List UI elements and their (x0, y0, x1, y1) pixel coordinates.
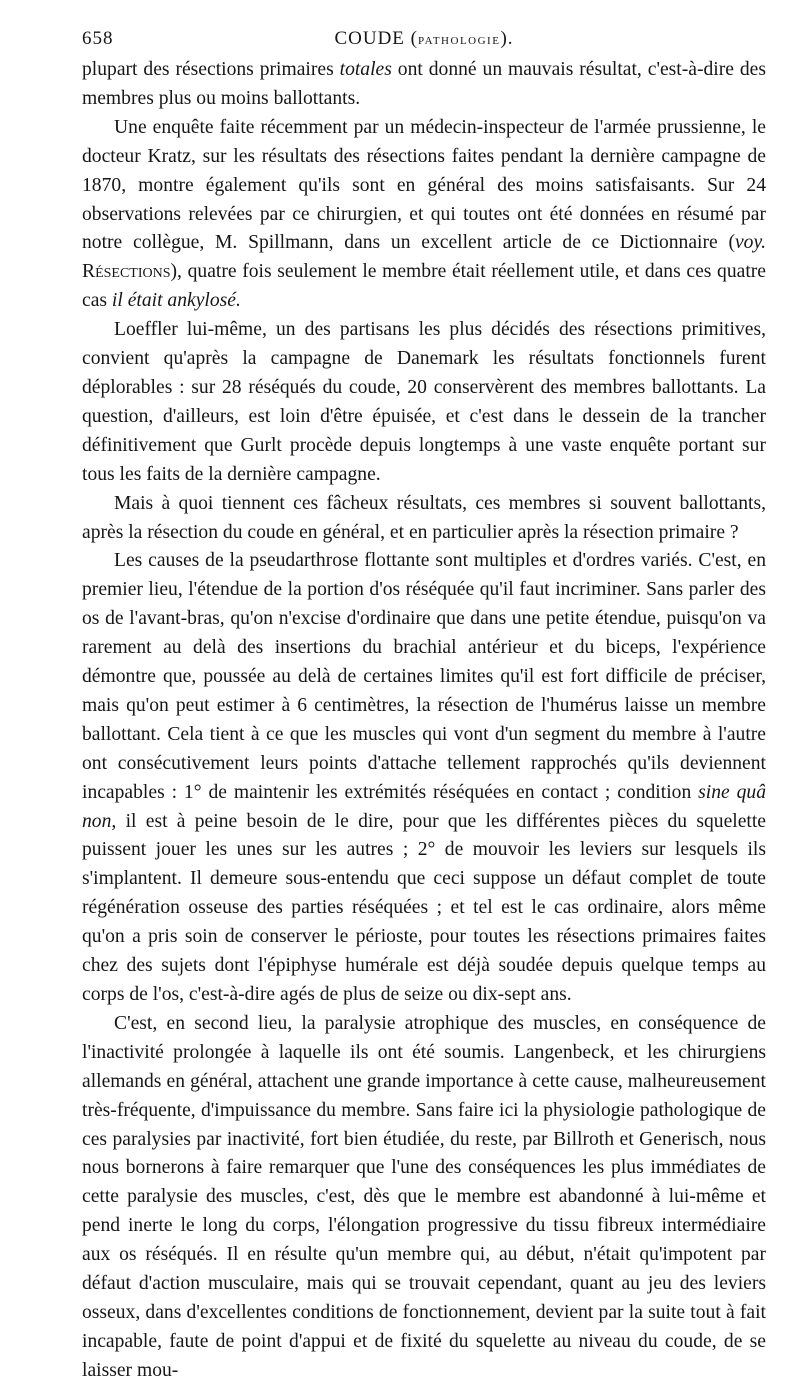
text-run: plupart des résections primaires (82, 59, 340, 80)
text-run: totales (339, 59, 392, 80)
text-run: il était ankylosé. (111, 290, 241, 312)
running-title-end: ). (500, 28, 514, 49)
text-run: sine quâ non, (82, 781, 766, 832)
text-run: Loeffler lui-même, un des partisans les plus décidés des résections primitives, convient qu'après la campagne de Danemark les résultats fonctionnels furent déplorables : sur 28 réséqués du coude, 20 conservèrent des membres ballottants. La question, d'ailleurs, est loin d'être épuisée, et c'est dans le dessein de la trancher définitivement que Gurlt procède depuis longtemps à une vaste enquête portant sur tous les faits de la dernière campagne. (82, 319, 766, 485)
text-run: ont donné un mauvais résultat, c'est-à-dire des membres plus ou moins ballottants. (82, 59, 766, 109)
running-title (82, 24, 766, 55)
text-run: C'est, en second lieu, la paralysie atrophique des muscles, en conséquence de l'inactivité prolongée à laquelle ils ont été soumis. Langenbeck, et les chirurgiens allemands en général, attachent une grande importance à cette cause, malheureusement très-fréquente, d'impuissance du membre. Sans faire ici la physiologie pathologique de ces paralysies par inactivité, fort bien étudiée, du reste, par Billroth et Generisch, nous nous bornerons à faire remarquer que l'une des conséquences les plus immédiates de cette paralysie des muscles, c'est, dès que le membre est abandonné à lui-même et pend inerte le long du corps, l'élongation progressive du tissu fibreux intermédiaire aux os réséqués. Il en résulte qu'un membre qui, au début, n'était qu'impotent par défaut d'action musculaire, mais qui se trouvait cependant, quant au jeu des leviers osseux, dans d'excellentes conditions de fonctionnement, devient par la suite tout à fait incapable, faute de point d'appui et de fixité du squelette au niveau du coude, de se laisser mou- (82, 1012, 766, 1381)
page-number: 658 (82, 28, 114, 49)
text-run: Une enquête faite récemment par un médecin-inspecteur de l'armée prussienne, le docteur Kratz, sur les résultats des résections faites pendant la dernière campagne de 1870, montre également qu'ils sont en général des moins satisfaisants. Sur 24 observations relevées par ce chirurgien, et qui toutes ont été données en résumé par notre collègue, M. Spillmann, dans un excellent article de ce Dictionnaire ( (82, 116, 766, 254)
running-title-subject: pathologie (418, 32, 501, 48)
running-header (82, 24, 766, 54)
text-run: Résections (82, 261, 171, 283)
paragraph-3 (82, 316, 766, 489)
book-page (82, 24, 766, 1386)
paragraph-4 (82, 490, 766, 548)
paragraph-2 (82, 114, 766, 316)
paragraph-5 (82, 547, 766, 1010)
text-run: Les causes de la pseudarthrose flottante sont multiples et d'ordres variés. C'est, en premier lieu, l'étendue de la portion d'os réséquée qu'il faut incriminer. Sans parler des os de l'avant-bras, qu'on n'excise d'ordinaire que dans une petite étendue, puisqu'on va rarement au delà des insertions du brachial antérieur et du biceps, l'expérience démontre que, poussée au delà de certaines limites qu'il est fort difficile de préciser, mais qu'on peut estimer à 6 centimètres, la résection de l'humérus laisse un membre ballottant. Cela tient à ce que les muscles qui vont d'un segment du membre à l'autre ont consécutivement leurs points d'attache tellement rapprochés qu'ils deviennent incapables : 1° de maintenir les extrémités réséquées en contact ; condition (82, 550, 766, 803)
text-run: il est à peine besoin de le dire, pour que les différentes pièces du squelette puissent jouer les unes sur les autres ; 2° de mouvoir les leviers sur lesquels ils s'implantent. Il demeure sous-entendu que ceci suppose un défaut complet de toute régénération osseuse des parties réséquées ; et tel est le cas ordinaire, alors même qu'on a pris soin de conserver le périoste, pour toutes les résections primaires faites chez des sujets dont l'épiphyse humérale est déjà soudée depuis quelque temps au corps de l'os, c'est-à-dire agés de plus de seize ou dix-sept ans. (82, 810, 766, 1005)
paragraph-1 (82, 56, 766, 114)
text-run: voy. (734, 232, 766, 254)
text-run: ), quatre fois seulement le membre était réellement utile, et dans ces quatre cas (82, 261, 766, 312)
paragraph-6 (82, 1010, 766, 1386)
running-title-main: COUDE ( (334, 28, 418, 49)
text-run: Mais à quoi tiennent ces fâcheux résultats, ces membres si souvent ballottants, après la résection du coude en général, et en particulier après la résection primaire ? (82, 492, 766, 543)
